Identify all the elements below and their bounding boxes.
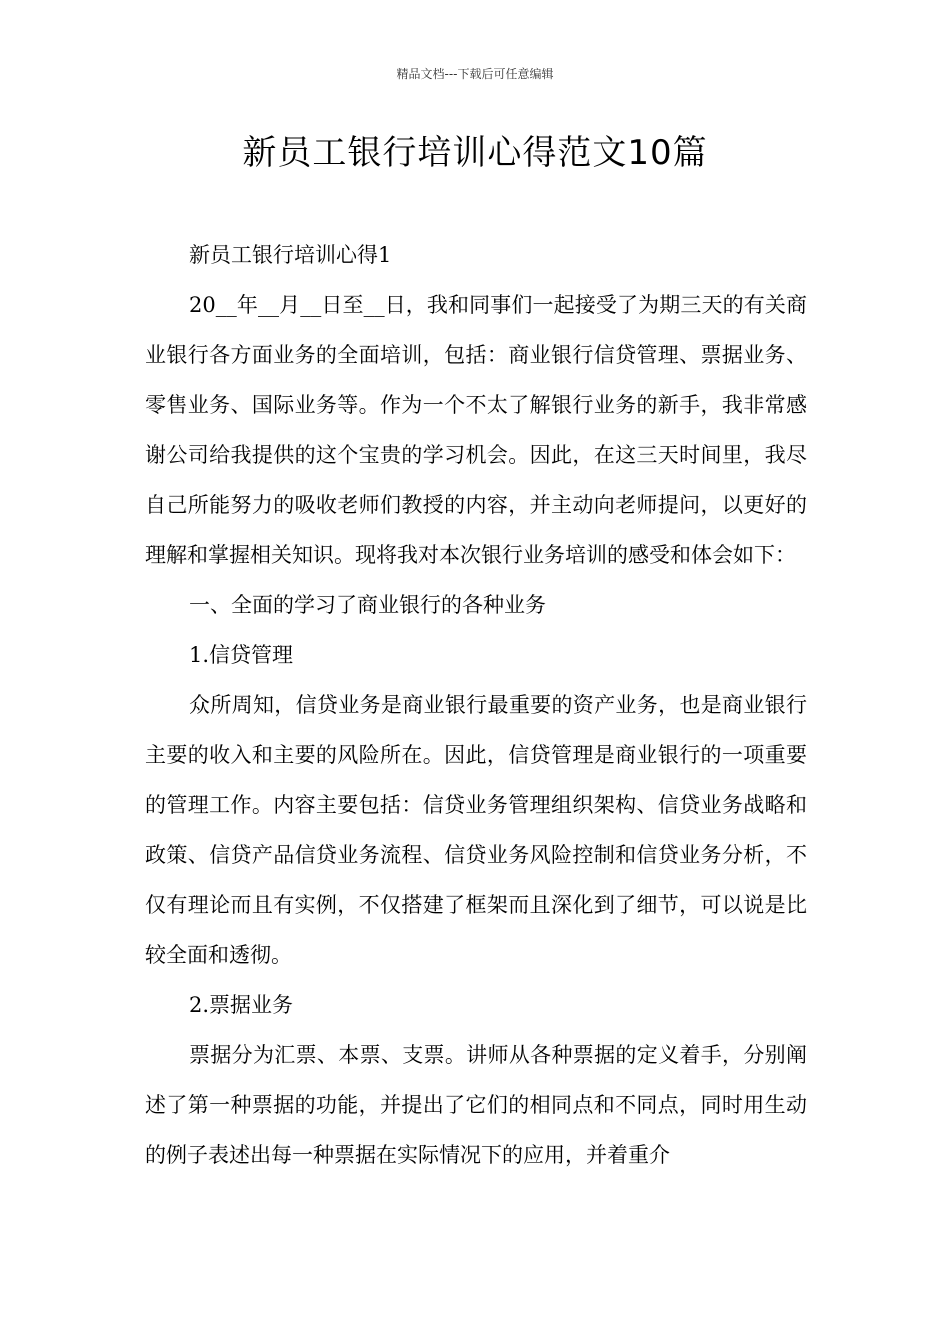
section-heading: 新员工银行培训心得1: [189, 243, 392, 267]
section-heading: 一、全面的学习了商业银行的各种业务: [189, 593, 546, 617]
document-body: [145, 230, 807, 1180]
paragraph-credit: 众所周知，信贷业务是商业银行最重要的资产业务，也是商业银行主要的收入和主要的风险所在。因此，信贷管理是商业银行的一项重要的管理工作。内容主要包括：信贷业务管理组织架构、信贷业务战略和政策、信贷产品信贷业务流程、信贷业务风险控制和信贷业务分析，不仅有理论而且有实例，不仅搭建了框架而且深化到了细节，可以说是比较全面和透彻。: [145, 693, 807, 967]
header-note: 精品文档---下载后可任意编辑: [396, 67, 554, 81]
subsection-heading: 1.信贷管理: [189, 643, 294, 667]
subsection-heading: 2.票据业务: [189, 993, 294, 1017]
document-title: 新员工银行培训心得范文10篇: [242, 133, 708, 173]
paragraph-bills: 票据分为汇票、本票、支票。讲师从各种票据的定义着手，分别阐述了第一种票据的功能，并提出了它们的相同点和不同点，同时用生动的例子表述出每一种票据在实际情况下的应用，并着重介: [145, 1043, 807, 1167]
paragraph-intro: 20__年__月__日至__日，我和同事们一起接受了为期三天的有关商业银行各方面业务的全面培训，包括：商业银行信贷管理、票据业务、零售业务、国际业务等。作为一个不太了解银行业务的新手，我非常感谢公司给我提供的这个宝贵的学习机会。因此，在这三天时间里，我尽自己所能努力的吸收老师们教授的内容，并主动向老师提问，以更好的理解和掌握相关知识。现将我对本次银行业务培训的感受和体会如下：: [145, 293, 807, 567]
